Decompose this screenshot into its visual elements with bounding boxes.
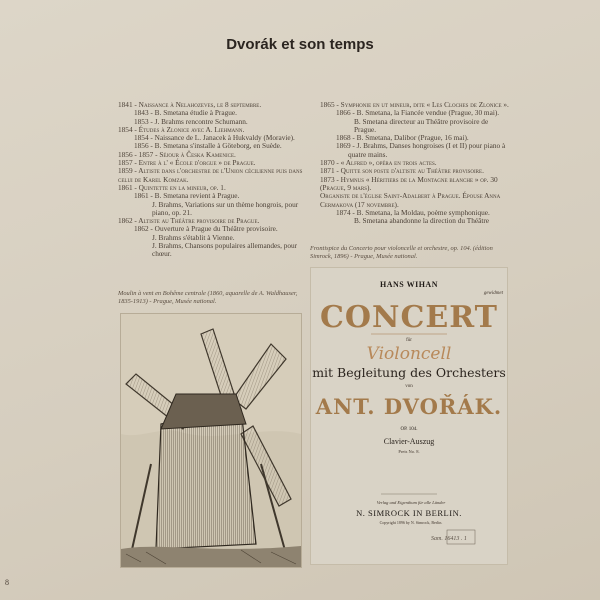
chronology_left-entry: 1862 - Ouverture à Prague du Théâtre provisoire. <box>134 224 278 234</box>
score-fur: für <box>406 338 412 343</box>
windmill-illustration <box>120 313 302 568</box>
score-gewidmet: gewidmet <box>483 291 503 296</box>
chronology_right-entry: Organiste de l'église Saint-Adalbert à Prague. Épouse Anna Cermakova (17 novembre). <box>320 191 501 209</box>
score-publisher: N. SIMROCK IN BERLIN. <box>356 508 462 518</box>
chronology_right-entry: 1871 - Quitte son poste d'altiste au Théâtre provisoire. <box>320 166 484 176</box>
score-von: von <box>405 384 413 389</box>
chronology_left-entry: 1861 - B. Smetana revient à Prague. <box>134 191 240 201</box>
chronology_left-entry: 1854 - Études à Zlonice avec A. Liehmann. <box>118 124 245 134</box>
chronology_left-entry: 1856 - B. Smetana s'installe à Göteborg, en Suède. <box>134 141 282 151</box>
page-number: 8 <box>5 578 9 587</box>
chronology_left-entry: 1853 - J. Brahms rencontre Schumann. <box>134 116 248 126</box>
score-frontispiece <box>310 267 508 565</box>
page-title: Dvorák et son temps <box>226 36 374 53</box>
chronology_left-entry: 1843 - B. Smetana étudie à Prague. <box>134 108 237 118</box>
chronology_right-entry: B. Smetana abandonne la direction du Théâtre <box>354 216 490 226</box>
chronology_left-entry: 1854 - Naissance de L. Janacek à Hukvaldy (Moravie). <box>134 133 295 143</box>
chronology_right-entry: 1866 - B. Smetana, la Fiancée vendue (Prague, 30 mai). <box>336 108 500 118</box>
chronology_left-entry: J. Brahms, Variations sur un thème hongrois, pour piano, op. 21. <box>152 199 299 217</box>
chronology_left-entry: J. Brahms s'établit à Vienne. <box>152 232 235 242</box>
score-dedicatee: HANS WIHAN <box>380 280 438 289</box>
chronology_right-entry: B. Smetana directeur au Théâtre provisoire de Prague. <box>354 116 489 134</box>
score-caption: Frontispice du Concerto pour violoncelle et orchestre, op. 104. (édition Simrock, 1896) - Prague, Musée national. <box>310 245 493 260</box>
windmill-drawing <box>121 314 301 567</box>
score-composer: ANT. DVOŘÁK. <box>315 394 503 419</box>
chronology-right <box>320 101 510 225</box>
chronology_left-entry: J. Brahms, Chansons populaires allemandes, pour chœur. <box>152 241 298 259</box>
chronology-left <box>118 101 310 259</box>
score-reference: Sam. 16413 . 1 <box>431 536 467 542</box>
score-preis: Preis No. 8. <box>398 449 420 454</box>
chronology_left-entry: 1861 - Quintette en la mineur, op. 1. <box>118 182 226 192</box>
chronology_left-entry: 1862 - Altiste au Théâtre provisoire de Prague. <box>118 216 260 226</box>
score-concert: CONCERT <box>320 300 498 335</box>
score-klavier: Clavier-Auszug <box>383 437 435 446</box>
score-copyright: Copyright 1896 by N. Simrock, Berlin. <box>379 520 443 525</box>
score-opus: OP. 104. <box>400 427 418 432</box>
score-verlag: Verlag und Eigenthum für alle Länder <box>376 500 446 505</box>
chronology_left-entry: 1859 - Altiste dans l'orchestre de l'Union cécilienne puis dans celui de Karel Komzak. <box>118 166 303 184</box>
score-ornaments <box>311 268 507 564</box>
chronology_right-entry: 1865 - Symphonie en ut mineur, dite « Les Cloches de Zlonice ». <box>320 100 509 109</box>
score-violoncell: Violoncell <box>366 344 452 364</box>
chronology_right-entry: 1870 - « Alfred », opéra en trois actes. <box>320 158 437 168</box>
windmill-caption: Moulin à vent en Bohême centrale (1860, aquarelle de A. Waldhauser, 1835-1913) - Prague, Musée national. <box>118 290 298 305</box>
chronology_right-entry: 1868 - B. Smetana, Dalibor (Prague, 16 mai). <box>336 133 469 143</box>
chronology_left-entry: 1857 - Entre à l' « École d'orgue » de Prague. <box>118 158 256 168</box>
chronology_left-entry: 1841 - Naissance à Nelahozeves, le 8 septembre. <box>118 100 262 109</box>
chronology_right-entry: 1873 - Hymnus « Héritiers de la Montagne blanche » op. 30 (Prague, 9 mars). <box>320 174 498 192</box>
chronology_right-entry: 1869 - J. Brahms, Danses hongroises (I et II) pour piano à quatre mains. <box>336 141 506 159</box>
chronology_right-entry: 1874 - B. Smetana, la Moldau, poème symphonique. <box>336 207 490 217</box>
chronology_left-entry: 1856 - 1857 - Séjour à Česka Kamenice. <box>118 149 236 159</box>
score-mit: mit Begleitung des Orchesters <box>312 365 506 380</box>
